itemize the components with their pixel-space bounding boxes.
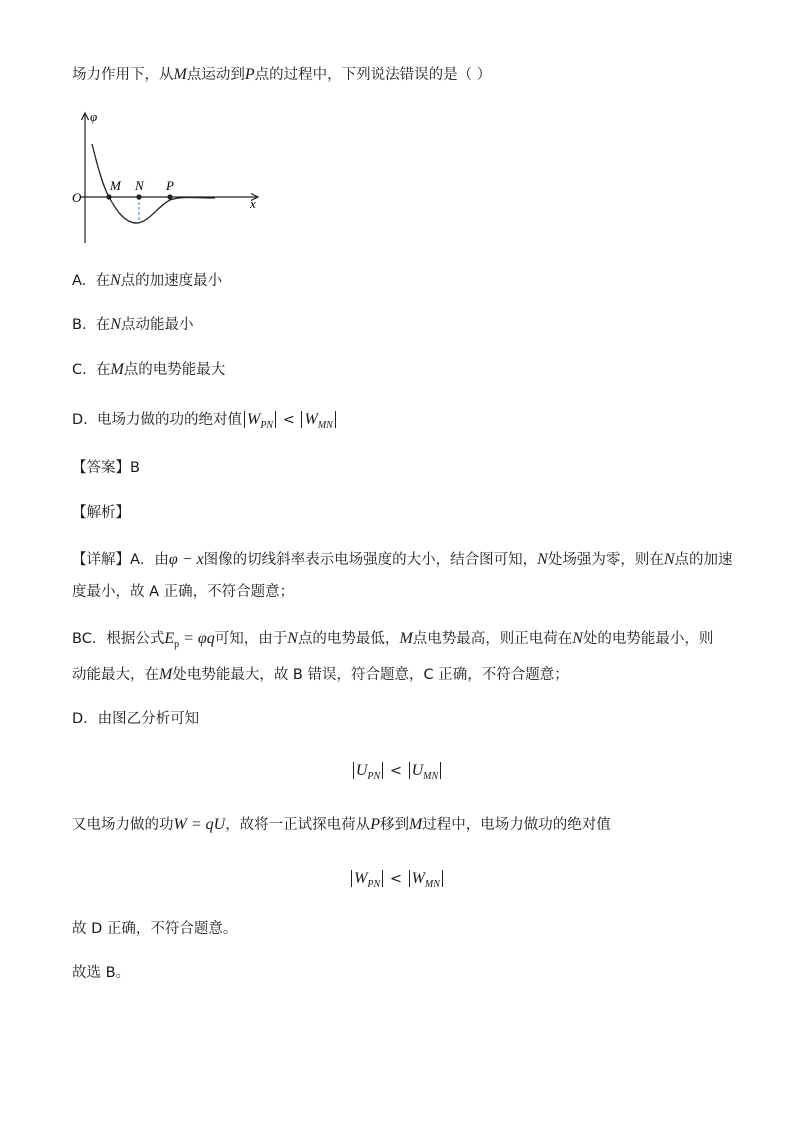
option-c: C. 在M点的电势能最大 [72,361,226,378]
y-axis-label: φ [90,109,98,124]
detail-bc-line1: BC．根据公式$E_p = \varphi q$可知，由于N点的电势最低，M点电势最高，则正电荷在N处的电势能最小，则 [72,630,714,650]
option-d: D. 电场力做的功的绝对值 $W_{PN} < W_{MN}$ [72,410,338,436]
detail-a-line1: 【详解】A．由φ − x图像的切线斜率表示电场强度的大小，结合图可知，N处场强为零，则在N点的加速 [72,551,733,568]
u-inequality: $U_{PN} < U_{MN}$ [0,760,794,788]
point-m-label: M [110,178,121,193]
question-stem: 场力作用下，从M点运动到P点的过程中，下列说法错误的是（ ） [72,66,492,83]
analysis-tag: 【解析】 [72,505,130,521]
point-n-dot [136,194,141,199]
option-a: A. 在N点的加速度最小 [72,272,223,289]
detail-d-conclusion: 故 D 正确，不符合题意。 [72,921,238,937]
point-p-dot [167,194,172,199]
w-inequality: $W_{PN} < W_{MN}$ [0,868,794,896]
detail-a-line2: 度最小，故 A 正确，不符合题意； [72,584,295,600]
point-n-label: N [135,178,144,193]
final-answer: 故选 B。 [72,965,131,981]
x-axis-label: x [250,196,256,211]
potential-graph [70,108,270,248]
point-p-label: P [166,178,174,193]
option-b: B. 在N点动能最小 [72,316,194,333]
detail-bc-line2: 动能最大，在M处电势能最大，故 B 错误，符合题意，C 正确，不符合题意； [72,666,569,683]
point-m-dot [106,194,111,199]
detail-d-line2: 又电场力做的功W = qU，故将一正试探电荷从P移到M过程中，电场力做功的绝对值 [72,816,611,833]
origin-label: O [72,190,82,205]
detail-d-line1: D．由图乙分析可知 [72,711,200,727]
answer-line: 【答案】B [72,460,140,476]
